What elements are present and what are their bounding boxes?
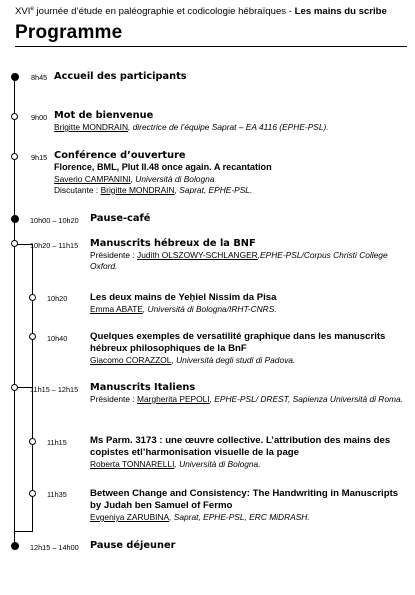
- timeline-dot-filled: [11, 73, 19, 81]
- event-accueil: [54, 71, 408, 83]
- person-name: Evgeniya ZARUBINA: [90, 512, 170, 522]
- event-title: Between Change and Consistency: The Handwriting in Manuscripts by Judah ben Samuel of Fermo: [90, 488, 399, 511]
- timeline-dot: [29, 438, 36, 445]
- event-person: [54, 122, 408, 133]
- event-time: 12h15 – 14h00: [30, 543, 79, 552]
- event-title: Accueil des participants: [54, 71, 187, 82]
- event-pause-cafe: [90, 213, 408, 225]
- event-title: Manuscrits Italiens: [90, 382, 196, 393]
- person-affiliation: , Saprat, EPHE-PSL.: [174, 184, 253, 195]
- event-time: 11h15 – 12h15: [30, 385, 79, 394]
- event-title: Conférence d’ouverture: [54, 150, 186, 161]
- person-name: Judith OLSZOWY-SCHLANGER: [137, 250, 258, 260]
- person-affiliation: , EPHE-PSL/ DREST, Sapienza Università di Roma.: [209, 394, 403, 404]
- event-bnf-session: [90, 238, 408, 272]
- person-affiliation: , Saprat, EPHE-PSL, ERC MiDRASH.: [169, 512, 310, 522]
- header-prefix: XVI: [15, 6, 31, 18]
- person-name: Roberta TONNARELLI: [90, 459, 175, 469]
- timeline-branch-line-1: [32, 244, 33, 387]
- person-affiliation: , Università di Bologna.: [174, 459, 261, 469]
- person-name: Giacomo CORAZZOL: [90, 355, 172, 365]
- event-talk-abate: [90, 292, 408, 315]
- timeline-dot: [11, 113, 18, 120]
- timeline-branch-join-2: [15, 531, 33, 532]
- event-talk-tonnarelli: [90, 435, 408, 470]
- timeline-branch-line-2: [32, 387, 33, 531]
- timeline-dot: [29, 294, 36, 301]
- page-title: Programme: [15, 22, 123, 43]
- event-person: [54, 185, 408, 196]
- event-title: Ms Parm. 3173 : une œuvre collective. L’attribution des mains des copistes etl’harmonisation visuelle de la page: [90, 435, 391, 458]
- event-title: Quelques exemples de versatilité graphique dans les manuscrits hébreux philosophiques de la BnF: [90, 331, 386, 354]
- event-talk-zarubina: [90, 488, 408, 523]
- event-time: 8h45: [31, 73, 48, 82]
- person-affiliation: , directrice de l’équipe Saprat – EA 4116 (EPHE-PSL).: [128, 122, 329, 132]
- event-person: [90, 355, 408, 366]
- timeline-dot: [11, 240, 18, 247]
- event-time: 10h00 – 10h20: [30, 216, 79, 225]
- event-time: 11h15: [47, 438, 67, 447]
- person-role: Présidente :: [90, 250, 138, 260]
- timeline-main-line: [14, 77, 15, 545]
- person-role: Discutante :: [54, 184, 101, 195]
- title-rule: [15, 46, 407, 47]
- person-name: Brigitte MONDRAIN: [54, 122, 128, 132]
- event-time: 11h35: [47, 490, 67, 499]
- person-name: Margherita PEPOLI: [137, 394, 210, 404]
- timeline-dot: [29, 333, 36, 340]
- event-title: Les deux mains de Yeḥiel Nissim da Pisa: [90, 292, 277, 303]
- event-time: 9h00: [31, 113, 48, 122]
- timeline-dot-filled: [11, 542, 19, 550]
- person-affiliation: , Università di Bologna/IRHT-CNRS.: [142, 304, 277, 314]
- person-affiliation: ,EPHE-PSL/Corpus Christi College Oxford.: [90, 250, 388, 271]
- event-person: [90, 459, 408, 470]
- person-affiliation: , Università di Bologna: [130, 173, 215, 184]
- event-person: [90, 394, 408, 405]
- event-title: Pause-café: [90, 213, 151, 224]
- event-bienvenue: [54, 110, 408, 133]
- event-conference: [54, 150, 408, 196]
- event-person: [54, 174, 408, 185]
- header-bold: Les mains du scribe: [294, 6, 387, 18]
- event-person: [90, 304, 408, 315]
- header-sup: e: [30, 6, 34, 12]
- person-role: Présidente :: [90, 394, 138, 404]
- event-time: 10h40: [47, 334, 68, 343]
- person-name: Emma ABATE: [90, 304, 143, 314]
- event-pause-dejeuner: [90, 540, 408, 552]
- event-subtitle: Florence, BML, Plut II.48 once again. A recantation: [54, 162, 272, 172]
- timeline-dot-filled: [11, 215, 19, 223]
- event-time: 9h15: [31, 153, 48, 162]
- event-time: 10h20 – 11h15: [30, 241, 79, 250]
- event-title: Pause déjeuner: [90, 540, 176, 551]
- event-title: Mot de bienvenue: [54, 110, 154, 121]
- timeline-dot: [11, 153, 18, 160]
- event-italiens-session: [90, 382, 408, 405]
- event-title: Manuscrits hébreux de la BNF: [90, 238, 256, 249]
- timeline-dot: [29, 490, 36, 497]
- person-affiliation: , Università degli studi di Padova.: [171, 355, 296, 365]
- person-name: Saverio CAMPANINI: [54, 173, 131, 184]
- header-text: journée d’étude en paléographie et codicologie hébraïques -: [33, 6, 295, 18]
- event-talk-corazzol: [90, 331, 408, 366]
- event-header: [15, 6, 407, 17]
- event-person: [90, 250, 408, 272]
- event-person: [90, 512, 408, 523]
- event-time: 10h20: [47, 294, 68, 303]
- person-name: Brigitte MONDRAIN: [100, 184, 175, 195]
- timeline-dot: [11, 384, 18, 391]
